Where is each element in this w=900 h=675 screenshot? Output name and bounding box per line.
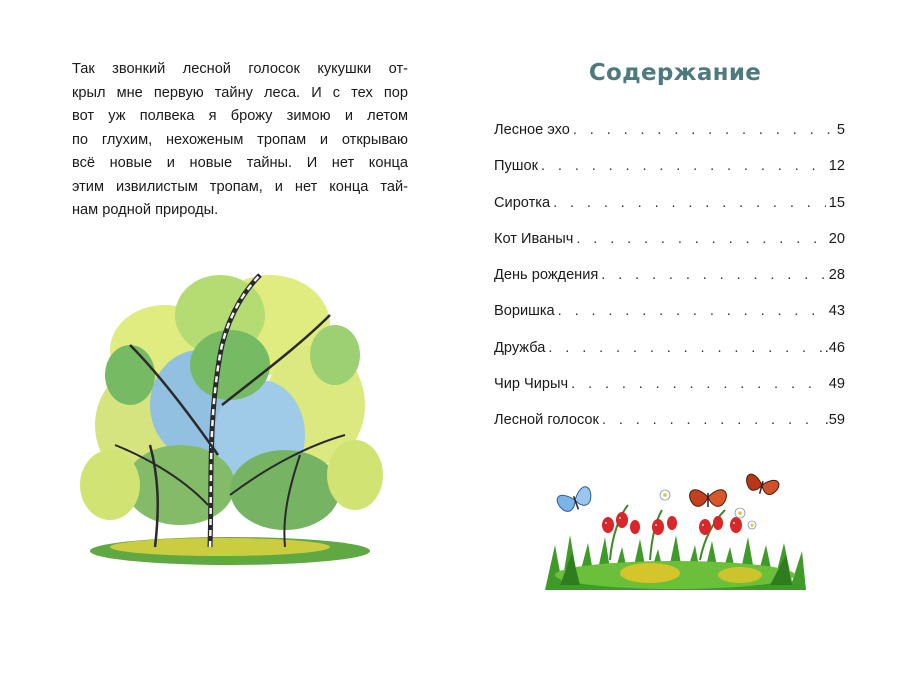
toc-entry-title: Лесной голосок	[494, 412, 599, 429]
toc-entry-title: Сиротка	[494, 194, 551, 211]
story-line: этим извилистым тропам, и нет конца тай-	[72, 178, 408, 195]
toc-entry-page: .46	[824, 339, 845, 356]
story-line: вот уж полвека я брожу зимою и летом	[72, 108, 408, 124]
story-line: нам родной природы.	[72, 202, 219, 218]
toc-entry-page: 20	[828, 230, 845, 247]
toc-entry-title: Пушок	[494, 158, 538, 175]
toc-entry[interactable]	[494, 303, 845, 339]
story-line: всё новые и новые тайны. И нет конца	[72, 155, 408, 171]
toc-entry[interactable]	[494, 158, 845, 194]
toc-leader-dots	[602, 412, 822, 428]
toc-entry-page: .59	[824, 412, 845, 429]
toc-entry-page: 12	[828, 158, 845, 175]
toc-leader-dots	[541, 158, 826, 174]
toc-leader-dots	[576, 231, 825, 247]
toc-entry[interactable]	[494, 122, 845, 158]
toc-entry-title: Лесное эхо	[494, 122, 570, 138]
story-line: Так звонкий лесной голосок кукушки от-	[72, 61, 408, 77]
strawberry-grass-butterflies-icon	[540, 465, 810, 595]
toc-entry-page: 28	[828, 267, 845, 284]
toc-leader-dots	[548, 340, 821, 356]
toc-leader-dots	[601, 267, 825, 283]
story-line: по глухим, нехоженым тропам и открываю	[72, 131, 408, 148]
toc-entry[interactable]	[494, 340, 845, 376]
toc-entry[interactable]	[494, 231, 845, 267]
birch-tree-icon	[70, 255, 390, 575]
story-paragraph	[72, 58, 408, 223]
toc-entry[interactable]	[494, 267, 845, 303]
toc-leader-dots	[571, 376, 826, 392]
toc-entry-title: Чир Чирыч	[494, 376, 569, 393]
toc-leader-dots	[558, 303, 826, 319]
toc-entry-page: 49	[828, 376, 845, 393]
toc-entry[interactable]	[494, 412, 845, 448]
toc-entry-page: 5	[836, 122, 845, 138]
toc-entry-title: Воришка	[494, 303, 555, 320]
toc-title: Содержание	[588, 60, 762, 86]
toc-entry-title: Кот Иваныч	[494, 230, 574, 247]
toc-entry-title: Дружба	[494, 339, 546, 356]
toc-entry[interactable]	[494, 376, 845, 412]
toc-entry-page: 15	[828, 194, 845, 211]
toc-entry-page: 43	[828, 303, 845, 320]
toc-entry-title: День рождения	[494, 267, 599, 284]
story-line: крыл мне первую тайну леса. И с тех пор	[72, 84, 408, 101]
toc-leader-dots	[553, 195, 826, 211]
toc-entry[interactable]	[494, 195, 845, 231]
table-of-contents	[494, 122, 845, 449]
toc-leader-dots	[573, 122, 834, 138]
